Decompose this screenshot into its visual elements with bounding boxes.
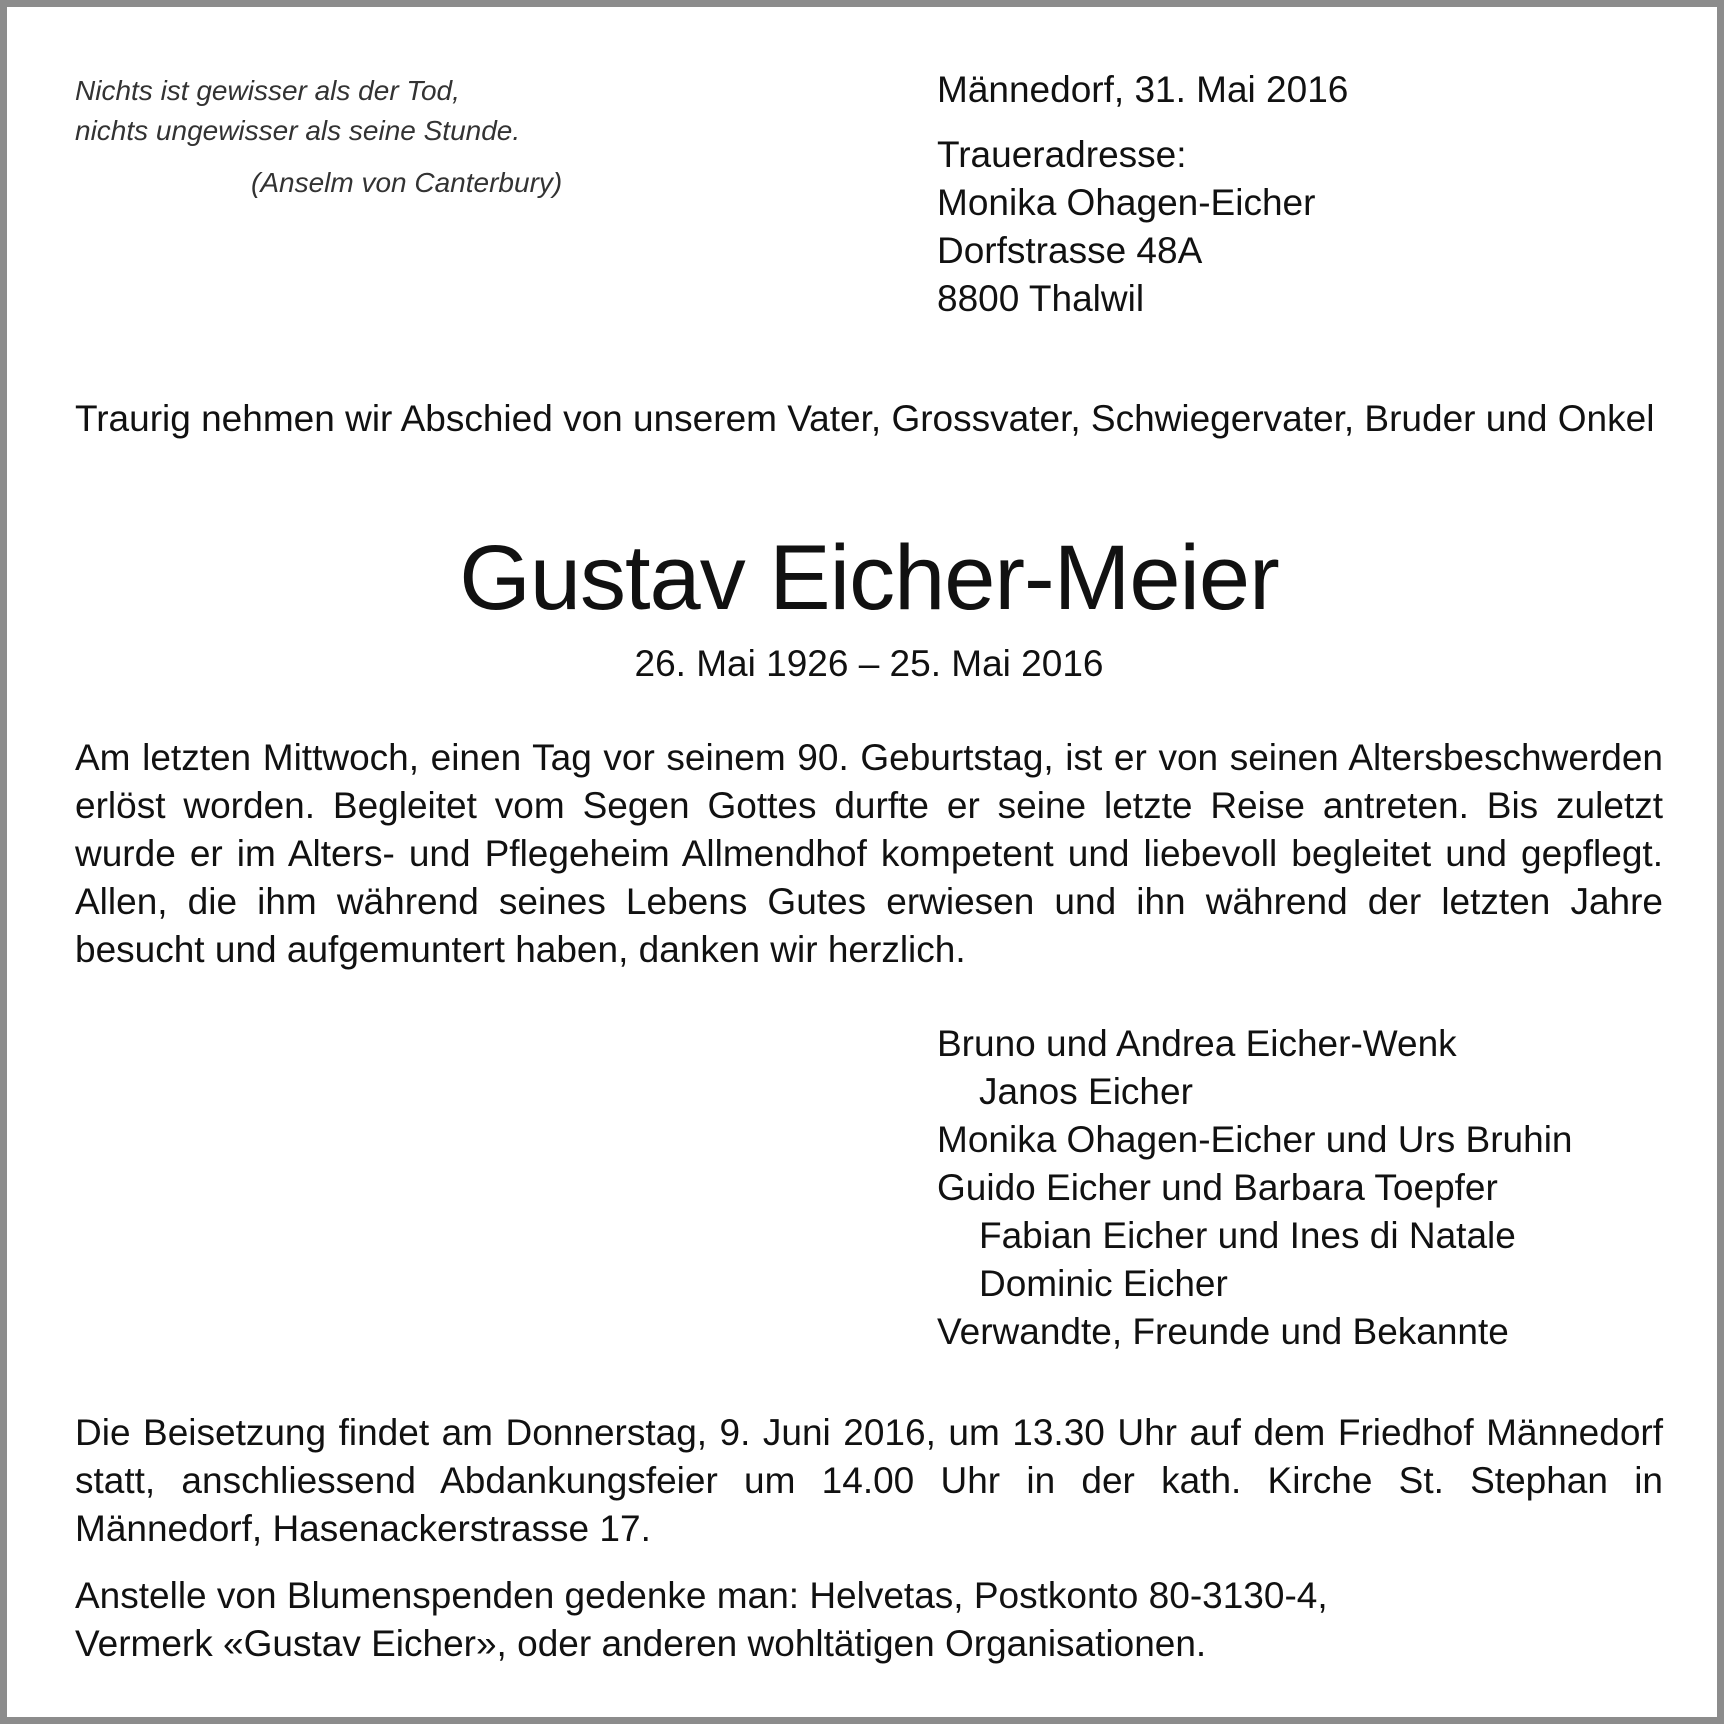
family-list [937,1020,1697,1356]
family-member: Monika Ohagen-Eicher und Urs Bruhin [937,1119,1573,1160]
deceased-name: Gustav Eicher-Meier [459,527,1279,629]
address-city: 8800 Thalwil [937,278,1145,319]
donation-line-2: Vermerk «Gustav Eicher», oder anderen wohltätigen Organisationen. [75,1623,1207,1664]
family-member: Janos Eicher [979,1071,1193,1112]
address-label: Traueradresse: [937,134,1187,175]
motto-line-1: Nichts ist gewisser als der Tod, [75,75,460,106]
mourning-address [937,131,1315,323]
address-street: Dorfstrasse 48A [937,230,1203,271]
donation-notice [75,1572,1663,1668]
family-member: Guido Eicher und Barbara Toepfer [937,1167,1498,1208]
motto-line-2: nichts ungewisser als seine Stunde. [75,115,521,146]
family-member: Verwandte, Freunde und Bekannte [937,1311,1509,1352]
body-text: Am letzten Mittwoch, einen Tag vor seinem 90. Geburtstag, ist er von seinen Altersbeschwerden erlöst worden. Begleitet vom Segen Gottes durfte er seine letzte Reise antreten. Bis zuletzt wurde er im Alters- und Pflegeheim Allmendhof kompetent und liebevoll begleitet und gepflegt. Allen, die ihm während seines Lebens Gutes erwiesen und ihn während der letzten Jahre besucht und aufgemuntert haben, danken wir herzlich. [75,737,1663,970]
family-member: Fabian Eicher und Ines di Natale [979,1215,1516,1256]
family-member: Dominic Eicher [979,1263,1228,1304]
life-dates: 26. Mai 1926 – 25. Mai 2016 [634,643,1104,684]
donation-line-1: Anstelle von Blumenspenden gedenke man: Helvetas, Postkonto 80-3130-4, [75,1575,1328,1616]
motto-quote [75,71,635,203]
address-name: Monika Ohagen-Eicher [937,182,1316,223]
intro-text: Traurig nehmen wir Abschied von unserem Vater, Grossvater, Schwiegervater, Bruder und Onkel [75,398,1655,439]
motto-author: (Anselm von Canterbury) [251,167,563,198]
family-member: Bruno und Andrea Eicher-Wenk [937,1023,1457,1064]
funeral-notice: Die Beisetzung findet am Donnerstag, 9. Juni 2016, um 13.30 Uhr auf dem Friedhof Männedorf statt, anschliessend Abdankungsfeier um 14.00 Uhr in der kath. Kirche St. Stephan in Männedorf, Hasenackerstrasse 17. [75,1412,1663,1549]
place-date: Männedorf, 31. Mai 2016 [937,69,1349,110]
